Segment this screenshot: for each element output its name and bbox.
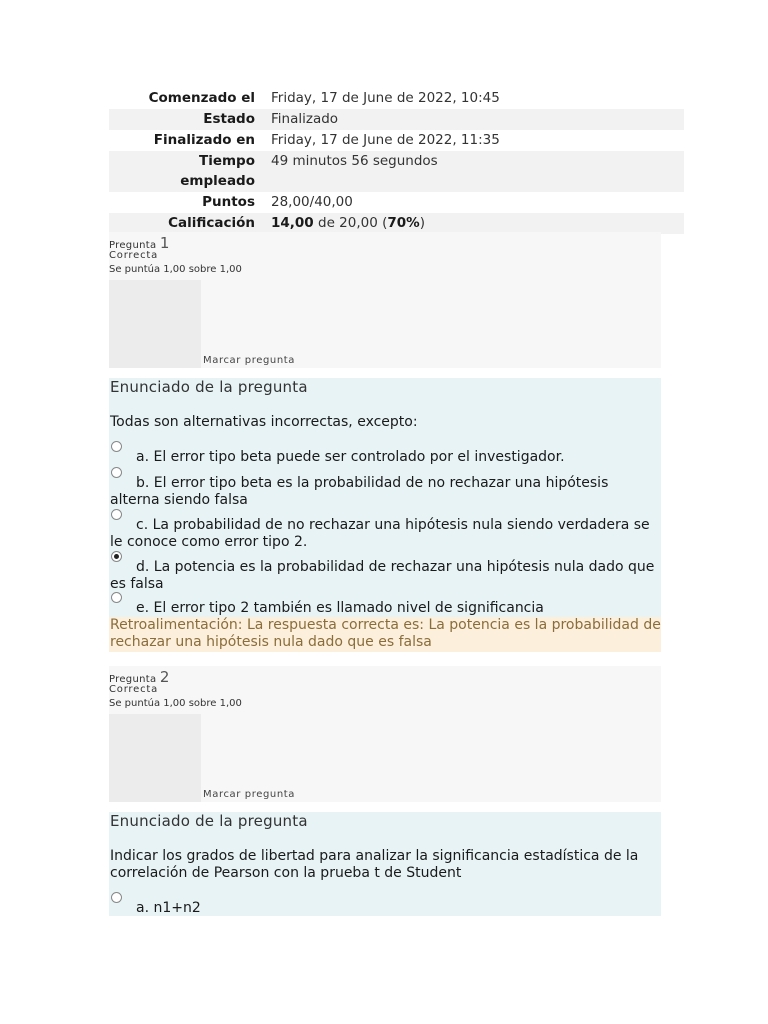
- radio-icon[interactable]: [111, 509, 122, 520]
- question-1-heading: Enunciado de la pregunta: [110, 378, 308, 396]
- radio-icon[interactable]: [111, 892, 122, 903]
- radio-icon[interactable]: [111, 592, 122, 603]
- question-1-option-a[interactable]: [109, 449, 661, 466]
- question-1-feedback: Retroalimentación: La respuesta correcta es: La potencia es la probabilidad de rechazar una hipótesis nula dado que es falsa: [110, 617, 661, 650]
- radio-icon[interactable]: [111, 467, 122, 478]
- question-2-option-a[interactable]: [109, 900, 661, 917]
- question-number: 2: [159, 668, 170, 686]
- grade-score: 14,00: [271, 215, 314, 231]
- question-2-state: Correcta: [109, 684, 159, 695]
- question-label: Pregunta: [109, 240, 157, 251]
- grade-end: ): [419, 215, 425, 231]
- question-2-content: [109, 812, 661, 916]
- radio-icon[interactable]: [111, 441, 122, 452]
- question-2-heading: Enunciado de la pregunta: [110, 812, 308, 830]
- question-1-option-d[interactable]: [109, 559, 661, 593]
- option-label: d. La potencia es la probabilidad de rechazar una hipótesis nula dado que es falsa: [110, 559, 655, 592]
- grade-percent: 70%: [387, 215, 420, 231]
- time-value: 49 minutos 56 segundos: [263, 151, 684, 192]
- question-1-option-b[interactable]: [109, 475, 661, 509]
- marks-label: Puntos: [202, 194, 255, 210]
- question-1-flag-area: [109, 280, 201, 368]
- question-label: Pregunta: [109, 674, 157, 685]
- question-2-text: Indicar los grados de libertad para analizar la significancia estadística de la correlación de Pearson con la prueba t de Student: [110, 848, 639, 881]
- option-label: c. La probabilidad de no rechazar una hipótesis nula siendo verdadera se le conoce como error tipo 2.: [110, 517, 650, 550]
- summary-row-marks: [109, 192, 684, 213]
- attempt-summary-table: [109, 88, 684, 234]
- option-label: a. El error tipo beta puede ser controlado por el investigador.: [136, 449, 565, 465]
- question-1-flag-link[interactable]: Marcar pregunta: [203, 355, 296, 366]
- summary-row-started: [109, 88, 684, 109]
- completed-value: Friday, 17 de June de 2022, 11:35: [271, 132, 500, 148]
- time-label-line1: Tiempo: [199, 153, 255, 169]
- summary-row-time: [109, 151, 684, 192]
- question-number: 1: [159, 234, 170, 252]
- question-1-info: [109, 232, 661, 368]
- question-2-flag-area: [109, 714, 201, 802]
- state-label: Estado: [109, 109, 263, 130]
- started-value: Friday, 17 de June de 2022, 10:45: [271, 90, 500, 106]
- summary-row-grade: [109, 213, 684, 234]
- state-value: Finalizado: [263, 109, 684, 130]
- question-2-flag-link[interactable]: Marcar pregunta: [203, 789, 296, 800]
- question-1-state: Correcta: [109, 250, 159, 261]
- radio-checked-icon[interactable]: [111, 551, 122, 562]
- question-2-info: [109, 666, 661, 802]
- question-2-grade: Se puntúa 1,00 sobre 1,00: [109, 698, 242, 709]
- time-label-line2: empleado: [180, 173, 255, 189]
- grade-mid: de 20,00 (: [313, 215, 388, 231]
- question-1-grade: Se puntúa 1,00 sobre 1,00: [109, 264, 242, 275]
- grade-value: [263, 213, 684, 234]
- question-1-content: [109, 378, 661, 617]
- question-1-text: Todas son alternativas incorrectas, excepto:: [110, 414, 418, 430]
- question-1-option-c[interactable]: [109, 517, 661, 551]
- summary-row-state: [109, 109, 684, 130]
- grade-label: Calificación: [109, 213, 263, 234]
- summary-row-completed: [109, 130, 684, 151]
- question-1-option-e[interactable]: [109, 600, 661, 617]
- completed-label: Finalizado en: [153, 132, 255, 148]
- marks-value: 28,00/40,00: [271, 194, 353, 210]
- option-label: b. El error tipo beta es la probabilidad de no rechazar una hipótesis alterna siendo falsa: [110, 475, 609, 508]
- started-label: Comenzado el: [148, 90, 255, 106]
- option-label: a. n1+n2: [136, 900, 201, 916]
- time-label: [109, 151, 263, 192]
- option-label: e. El error tipo 2 también es llamado nivel de significancia: [136, 600, 544, 616]
